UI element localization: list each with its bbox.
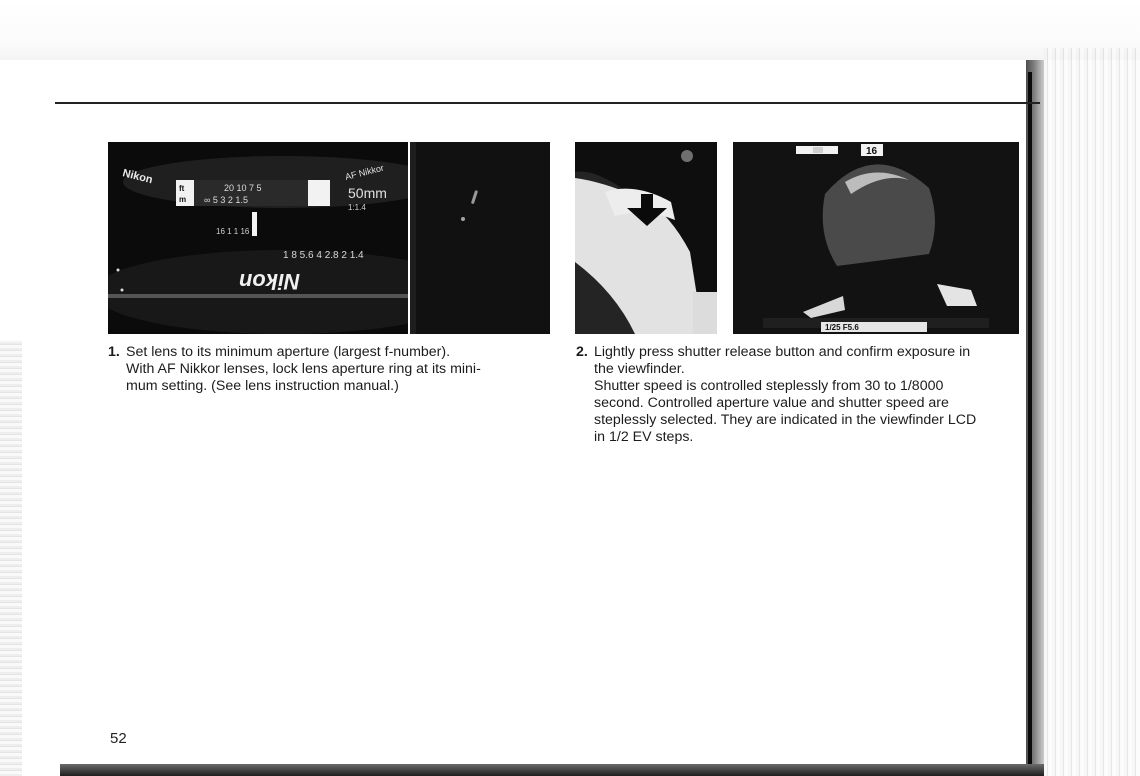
feet-scale: 20 10 7 5 — [224, 183, 262, 193]
lens-focal-length: 50mm — [348, 185, 387, 201]
lens-brand-mark: Nikon — [121, 167, 154, 187]
step-2-line-4: second. Controlled aperture value and shutter speed are — [594, 395, 949, 411]
step-1-line-1: Set lens to its minimum aperture (largest f-number). — [126, 344, 451, 360]
step-2-line-3: Shutter speed is controlled steplessly from 30 to 1/8000 — [594, 378, 944, 394]
viewfinder-top-display: 16 — [866, 146, 878, 157]
viewfinder-bottom-display: 1/25 F5.6 — [825, 323, 859, 332]
viewfinder-photo — [733, 142, 1019, 334]
scan-top-edge — [0, 0, 1140, 60]
dark-detail-photo — [410, 142, 550, 334]
feet-label: ft — [179, 184, 185, 193]
step-1-line-3: mum setting. (See lens instruction manual.) — [126, 378, 399, 394]
page-binding-edge — [1028, 72, 1032, 776]
aperture-ring-logo: Nikon — [238, 269, 300, 294]
step-1-number: 1. — [108, 344, 120, 360]
step-2-caption — [576, 344, 976, 446]
meter-scale: ∞ 5 3 2 1.5 — [204, 195, 248, 205]
step-2-number: 2. — [576, 344, 588, 360]
step-1-line-2: With AF Nikkor lenses, lock lens aperture ring at its mini- — [126, 361, 481, 377]
aperture-scale: 1 8 5.6 4 2.8 2 1.4 — [283, 250, 364, 261]
scan-left-noise — [0, 340, 22, 776]
step-2-line-1: Lightly press shutter release button and confirm exposure in — [594, 344, 971, 360]
scan-right-edge — [1044, 48, 1140, 776]
step-2-line-6: in 1/2 EV steps. — [594, 429, 694, 445]
lens-max-aperture: 1:1.4 — [348, 203, 366, 212]
header-rule — [55, 102, 1040, 104]
step-2-line-5: steplessly selected. They are indicated in the viewfinder LCD — [594, 412, 977, 428]
page-number: 52 — [110, 730, 127, 747]
lens-name: AF Nikkor — [344, 162, 385, 182]
shutter-release-photo — [575, 142, 717, 334]
lens-aperture-ring-photo — [108, 142, 408, 334]
step-1-caption — [108, 344, 481, 395]
scan-bottom-edge — [60, 764, 1044, 776]
step-2-line-2: the viewfinder. — [594, 361, 685, 377]
meter-label: m — [179, 195, 187, 204]
depth-of-field-scale: 16 1 1 16 — [216, 227, 250, 236]
